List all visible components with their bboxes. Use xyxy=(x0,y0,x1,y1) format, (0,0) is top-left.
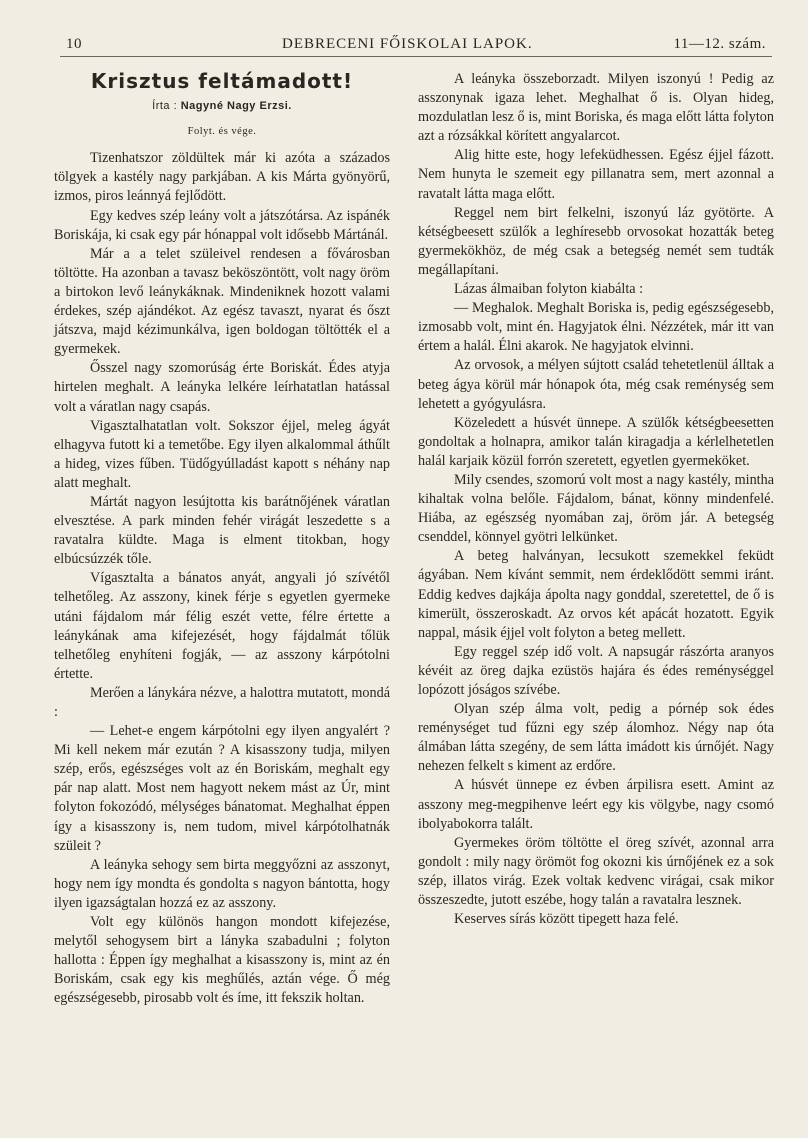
paragraph: A leányka összeborzadt. Milyen iszonyú ! Pedig az asszonynak igaza lehet. Meghalhat ő is. Olyan hideg, mozdulatlan lesz ő is, mint Boriska, és maga előtt látta folyton azt a rózsákkal körített angyalarcot. xyxy=(418,71,774,145)
continuation-note: Folyt. és vége. xyxy=(187,126,257,138)
paragraph: Egy reggel szép idő volt. A napsugár rászórta aranyos kévéit az öreg dajka ezüstös hajára és édes reménységgel lopózott jóságos szívébe. xyxy=(418,643,774,698)
paragraph: Közeledett a húsvét ünnepe. A szülők kétségbeesetten gondoltak a holnapra, amikor talán kiragadja a kérlelhetetlen halál karjaik közül forrón szeretett, egyetlen gyermeköket. xyxy=(418,414,774,469)
paragraph: Volt egy különös hangon mondott kifejezése, melytől sehogysem birt a lányka szabadulni ; folyton hallotta : Éppen így meghalhat a kisasszony is, mint az én Boriskám, csak egy kis meghűlés, aztán vége. Ő még egészségesebb, pirosabb volt és íme, itt fekszik holtan. xyxy=(54,914,390,1007)
running-header xyxy=(60,32,772,57)
paragraph: A beteg halványan, lecsukott szemekkel feküdt ágyában. Nem kívánt semmit, nem érdeklődött semmi iránt. Eddig kedves dajkája ápolta nagy gonddal, szeretettel, de ő is kimerült, összeroskadt. Az orvos két apácát hozatott. Egyik nappal, másik éjjel volt folyton a beteg mellett. xyxy=(418,548,774,641)
paragraph: Ősszel nagy szomorúság érte Boriskát. Édes atyja hirtelen meghalt. A leányka lelkére leírhatatlan hatással volt a váratlan nagy csapás. xyxy=(54,360,390,415)
author-name: Nagyné Nagy Erzsi. xyxy=(180,100,292,113)
paragraph: Mily csendes, szomorú volt most a nagy kastély, mintha kihaltak volna belőle. Fájdalom, bánat, könny mindenfelé. Hiába, az egészség nyomában zaj, öröm jár. A betegség csenddel, könnyel gyötri lelkünket. xyxy=(418,471,774,546)
paragraph: Mártát nagyon lesújtotta kis barátnőjének váratlan elvesztése. A park minden fehér virágát leszedette s a ravatalra küldte. Maga is elment titokban, hogy elbúcsúzzék tőle. xyxy=(54,493,390,568)
right-column xyxy=(418,70,774,929)
paragraph: Vígasztalta a bánatos anyát, angyali jó szívétől telhetőleg. Az asszony, kinek férje s egyetlen gyermeke utáni fájdalom már félig eszét vette, félre értette a leánykának ama kifejezését, hogy fájdalmát tőlük telhetőleg enyhíteni fogják, — az asszony kárpótolni értette. xyxy=(54,570,390,682)
paragraph: A leányka sehogy sem birta meggyőzni az asszonyt, hogy nem így mondta és gondolta s nagyon bántotta, hogy ilyen igazságtalan hozzá ez az asszony. xyxy=(54,856,390,911)
byline-prefix: Írta : xyxy=(152,100,178,113)
issue-number: 11—12. szám. xyxy=(673,36,766,52)
paragraph: — Meghalok. Meghalt Boriska is, pedig egészségesebb, izmosabb volt, mint én. Hagyjatok élni. Nézzétek, már itt van értem a halál. Élni akarok. Ne hagyjatok elvinni. xyxy=(418,300,774,355)
paragraph: Már a a telet szüleivel rendesen a fővárosban töltötte. Ha azonban a tavasz beköszöntött, volt nagy öröm a birtokon levő leánykáknak. Mindeniknek hozott valami érdekes, szép ajándékot. Az egész tavaszt, nyarat és őszt játszva, majd kézimunkálva, igen boldogan töltötték el a gyermekek. xyxy=(54,245,390,358)
paragraph: Keserves sírás között tipegett haza felé. xyxy=(454,911,679,928)
paragraph: Tizenhatszor zöldültek már ki azóta a százados tölgyek a kastély nagy parkjában. A kis Márta gyönyörű, izmos, piros leánnyá fejlődött. xyxy=(54,150,390,205)
byline xyxy=(54,97,390,116)
paragraph: Reggel nem birt felkelni, iszonyú láz gyötörte. A kétségbeesett szülők a leghíresebb orvosokat hozatták beteg gyermekökhöz, de még csak a betegség nemét sem tudták megállapítani. xyxy=(418,204,774,278)
paragraph: Merően a lánykára nézve, a halottra mutatott, mondá : xyxy=(54,684,390,720)
paragraph: Vigasztalhatatlan volt. Sokszor éjjel, meleg ágyát elhagyva futott ki a temetőbe. Egy ilyen alkalommal áthűlt a hideg, vizes fűben. Tüdőgyúlladást kapott s néhány nap alatt meghalt. xyxy=(54,417,390,491)
paragraph: Egy kedves szép leány volt a játszótársa. Az ispánék Boriskája, ki csak egy pár hónappal volt idősebb Mártánál. xyxy=(54,207,390,243)
journal-title: DEBRECENI FŐISKOLAI LAPOK. xyxy=(282,36,533,52)
page-number: 10 xyxy=(66,36,82,52)
paragraph: Gyermekes öröm töltötte el öreg szívét, azonnal arra gondolt : mily nagy örömöt fog okozni kis úrnőjének ez a sok szép, illatos virág. Ezek voltak kedvenc virágai, csak mikor összeszedte, jutott eszébe, hogy talán a ravatalra lesznek. xyxy=(418,834,774,909)
paragraph: — Lehet-e engem kárpótolni egy ilyen angyalért ? Mi kell nekem már ezután ? A kisasszony tudja, milyen szép, erős, egészséges volt az én Boriskám, meghalt egy pár nap alatt. Most nem hagyott nekem mást az Úr, mint folyton fokozódó, mélységes bánatomat. Meghalhat éppen így a kisasszony is, nem tudom, mivel kárpótolhatnák szüleit ? xyxy=(54,723,390,854)
paragraph: Olyan szép álma volt, pedig a pórnép sok édes reménységet tud fűzni egy szép álomhoz. Négy nap óta álmában látta szegény, de sem látta imádott kis úrnőjét. Nagy nehezen felkelt s kiment az erdőre. xyxy=(418,701,774,775)
paragraph: A húsvét ünnepe ez évben árpilisra esett. Amint az asszony meg-megpihenve leért egy kis völgybe, nagy csomó ibolyabokorra talált. xyxy=(418,777,774,832)
paragraph: Alig hitte este, hogy lefeküdhessen. Egész éjjel fázott. Nem hunyta le szemeit egy pillanatra sem, mert azonnal a ravatalt látta maga előtt. xyxy=(418,147,774,202)
paragraph: Az orvosok, a mélyen sújtott család tehetetlenül álltak a beteg ágya körül már hónapok óta, még csak reménység sem lehetett a gyógyulásra. xyxy=(418,357,774,412)
left-column xyxy=(54,70,390,1009)
paragraph: Lázas álmaiban folyton kiabálta : xyxy=(454,281,644,298)
article-title: Krisztus feltámadott! xyxy=(90,69,354,93)
